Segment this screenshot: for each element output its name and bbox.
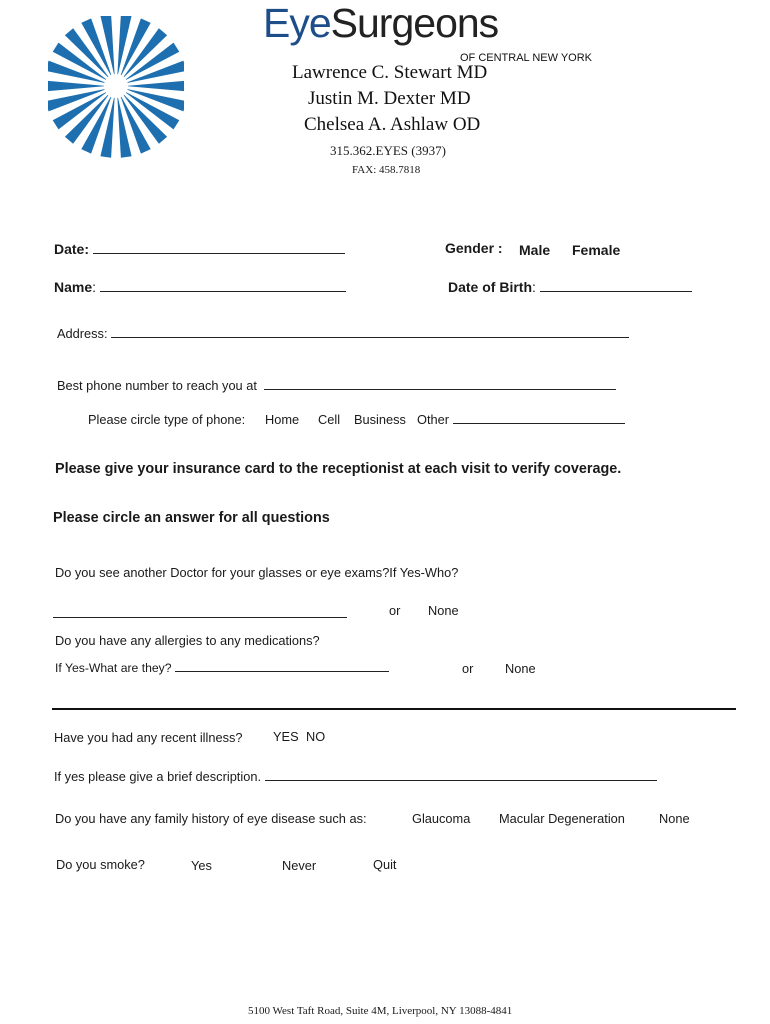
brand-logo [263,0,499,46]
address-label: Address: [57,326,108,341]
phone-type-business[interactable]: Business [354,412,406,427]
family-history-glaucoma[interactable]: Glaucoma [412,811,471,826]
sunburst-ray [48,81,104,92]
dob-label: Date of Birth [448,279,532,295]
phone-field[interactable] [264,389,616,390]
brand-surgeons: Surgeons [330,0,499,46]
name-field[interactable] [100,291,346,292]
name-row: Name: [54,279,346,295]
office-phone: 315.362.EYES (3937) [330,143,446,158]
phone-type-other[interactable]: Other [417,412,450,427]
question-family-history: Do you have any family history of eye disease such as: [55,811,367,826]
illness-description-field[interactable] [265,780,657,781]
illness-description-row [54,769,657,784]
logo-sunburst-icon [48,16,184,160]
doctor-3: Chelsea A. Ashlaw OD [304,114,481,135]
address-row [57,326,629,341]
phone-type-home[interactable]: Home [265,412,300,427]
doctor-1: Lawrence C. Stewart MD [292,62,488,83]
family-history-none[interactable]: None [659,811,690,826]
other-doctor-none[interactable]: None [428,603,459,618]
other-doctor-or: or [389,603,401,618]
brand-subtitle: OF CENTRAL NEW YORK [460,52,593,64]
allergies-followup-row [55,661,389,675]
question-recent-illness: Have you had any recent illness? [54,730,243,745]
gender-option-male[interactable]: Male [519,242,551,258]
smoke-quit[interactable]: Quit [373,857,397,872]
brand-eye: Eye [263,0,331,46]
family-history-macular[interactable]: Macular Degeneration [499,811,625,826]
illness-description-label: If yes please give a brief description. [54,769,261,784]
allergies-or: or [462,661,474,676]
allergies-followup-label: If Yes-What are they? [55,661,172,675]
dob-field[interactable] [540,291,692,292]
recent-illness-yes[interactable]: YES [273,729,299,744]
address-field[interactable] [111,337,629,338]
allergies-field[interactable] [175,671,389,672]
circle-answers-notice: Please circle an answer for all questions [53,510,330,526]
phone-label: Best phone number to reach you at [57,378,257,393]
question-other-doctor: Do you see another Doctor for your glasses or eye exams?If Yes-Who? [55,565,459,580]
footer-address: 5100 West Taft Road, Suite 4M, Liverpool, NY 13088-4841 [248,1005,513,1017]
gender-label: Gender : [445,240,503,256]
phone-type-label: Please circle type of phone: [88,412,246,427]
sunburst-ray [128,81,184,92]
question-smoke: Do you smoke? [56,857,145,872]
phone-type-other-field[interactable] [453,423,625,424]
date-field[interactable] [93,253,345,254]
smoke-never[interactable]: Never [282,858,317,873]
office-fax: FAX: 458.7818 [352,164,421,176]
doctor-2: Justin M. Dexter MD [308,88,471,109]
recent-illness-no[interactable]: NO [306,729,326,744]
date-label [54,241,345,257]
phone-row [57,378,616,393]
date-label-text: Date: [54,241,90,257]
question-allergies: Do you have any allergies to any medications? [55,633,320,648]
name-label: Name [54,279,93,295]
other-doctor-field[interactable] [53,617,347,618]
smoke-yes[interactable]: Yes [191,858,212,873]
allergies-none[interactable]: None [505,661,536,676]
phone-type-other-row [417,412,625,427]
phone-type-cell[interactable]: Cell [318,412,341,427]
dob-row: Date of Birth: [448,279,692,295]
insurance-notice: Please give your insurance card to the receptionist at each visit to verify coverage. [55,461,622,477]
gender-option-female[interactable]: Female [572,242,621,258]
section-divider [52,708,736,710]
